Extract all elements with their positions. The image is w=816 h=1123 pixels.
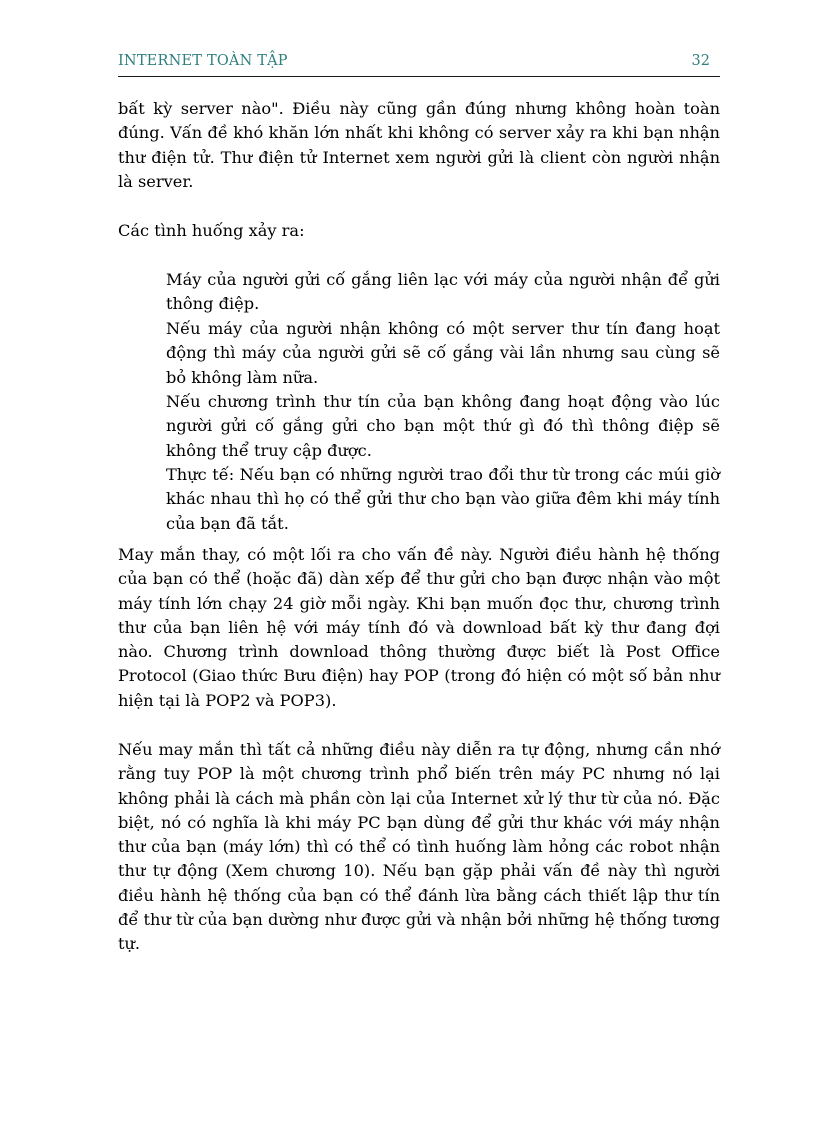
paragraph-situations-heading: Các tình huống xảy ra: — [118, 221, 305, 240]
running-title: INTERNET TOÀN TẬP — [118, 53, 288, 69]
situation-item: Máy của người gửi cố gắng liên lạc với máy của người nhận để gửi thông điệp. — [166, 270, 720, 314]
page-header — [118, 52, 720, 77]
paragraph-intro: bất kỳ server nào". Điều này cũng gần đúng nhưng không hoàn toàn đúng. Vấn đề khó khăn lớn nhất khi không có server xảy ra khi bạn nhận thư điện tử. Thư điện tử Internet xem người gửi là client còn người nhận là server. — [118, 99, 720, 191]
situation-item: Nếu chương trình thư tín của bạn không đang hoạt động vào lúc người gửi cố gắng gửi cho bạn một thứ gì đó thì thông điệp sẽ không thể truy cập được. — [166, 392, 720, 460]
paragraph-pop-solution: May mắn thay, có một lối ra cho vấn đề này. Người điều hành hệ thống của bạn có thể (hoặc đã) dàn xếp để thư gửi cho bạn được nhận vào một máy tính lớn chạy 24 giờ mỗi ngày. Khi bạn muốn đọc thư, chương trình thư của bạn liên hệ với máy tính đó và download bất kỳ thư đang đợi nào. Chương trình download thông thường được biết là Post Office Protocol (Giao thức Bưu điện) hay POP (trong đó hiện có một số bản như hiện tại là POP2 và POP3). — [118, 545, 720, 710]
situation-item: Thực tế: Nếu bạn có những người trao đổi thư từ trong các múi giờ khác nhau thì họ có thể gửi thư cho bạn vào giữa đêm khi máy tính của bạn đã tắt. — [166, 465, 720, 533]
situation-item: Nếu máy của người nhận không có một server thư tín đang hoạt động thì máy của người gửi sẽ cố gắng vài lần nhưng sau cùng sẽ bỏ không làm nữa. — [166, 319, 720, 387]
page-number: 32 — [691, 53, 710, 69]
paragraph-pop-caveat: Nếu may mắn thì tất cả những điều này diễn ra tự động, nhưng cần nhớ rằng tuy POP là một chương trình phổ biến trên máy PC nhưng nó lại không phải là cách mà phần còn lại của Internet xử lý thư từ của nó. Đặc biệt, nó có nghĩa là khi máy PC bạn dùng để gửi thư khác với máy nhận thư của bạn (máy lớn) thì có thể có tình huống làm hỏng các robot nhận thư tự động (Xem chương 10). Nếu bạn gặp phải vấn đề này thì người điều hành hệ thống của bạn có thể đánh lừa bằng cách thiết lập thư tín để thư từ của bạn dường như được gửi và nhận bởi những hệ thống tương tự. — [118, 740, 720, 954]
